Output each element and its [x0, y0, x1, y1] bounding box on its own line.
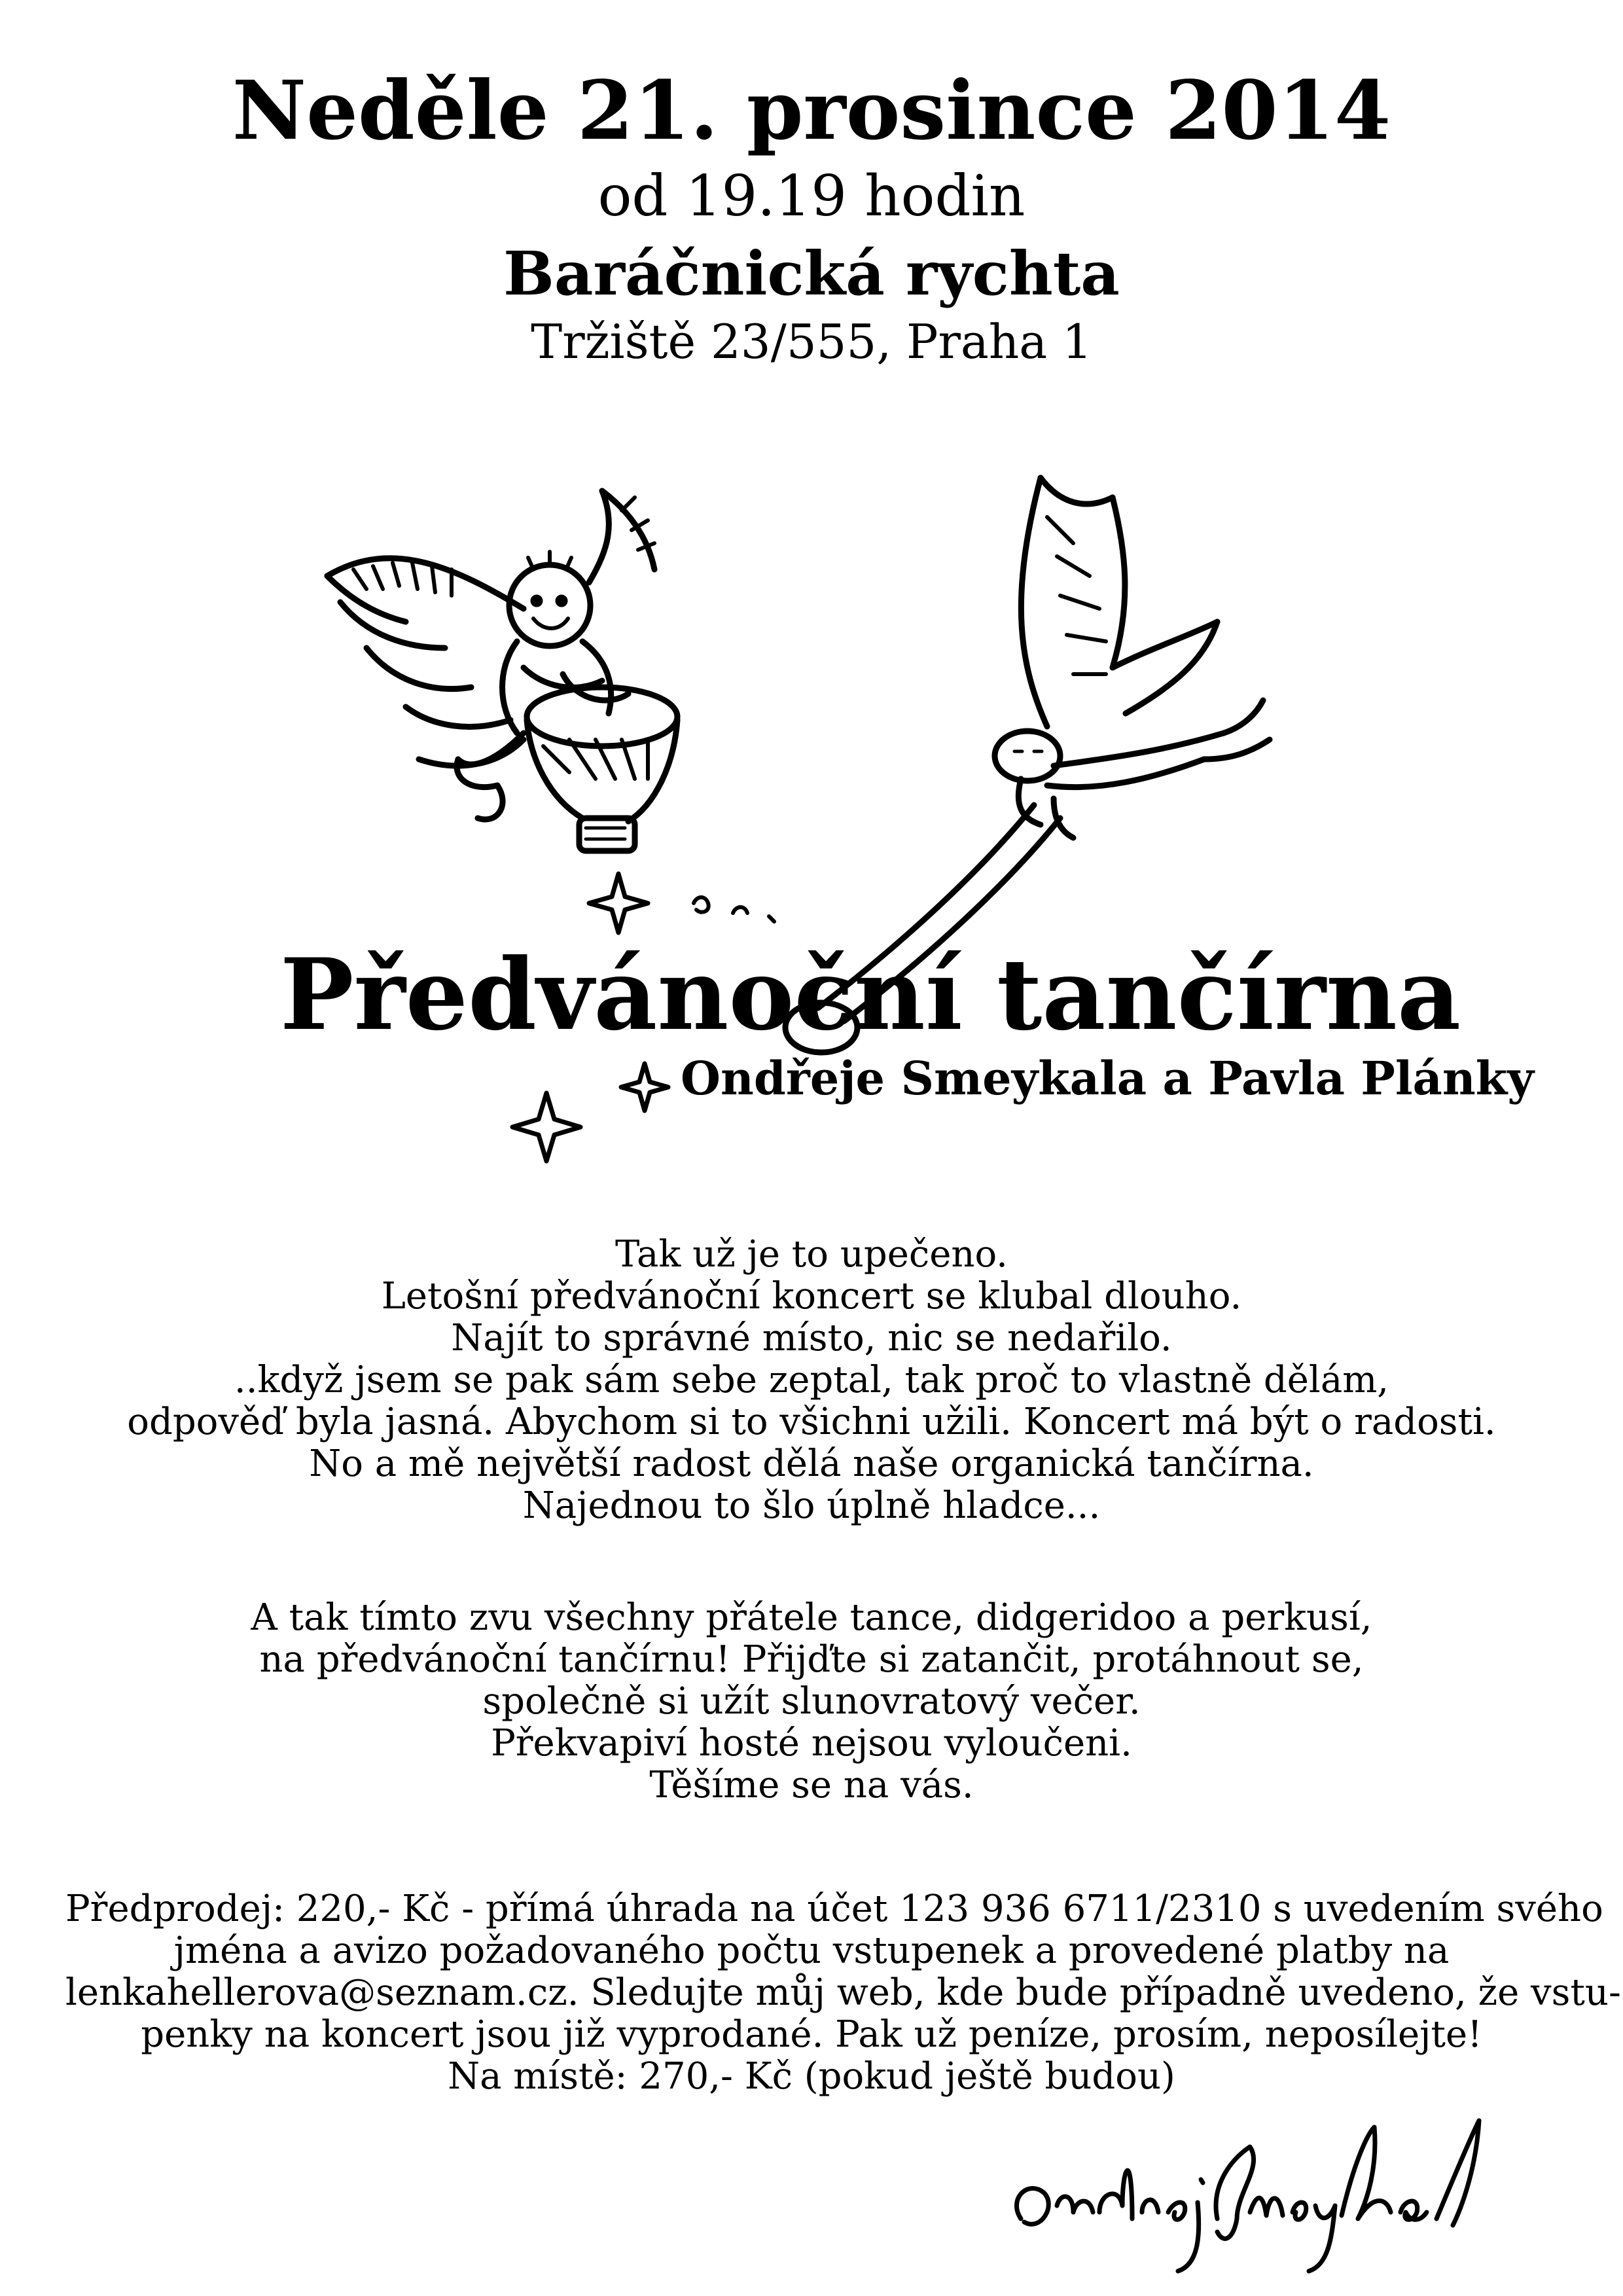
handwritten-signature [1001, 2108, 1551, 2278]
event-time: od 19.19 hodin [597, 164, 1026, 229]
paragraph-line: penky na koncert jsou již vyprodané. Pak už peníze, prosím, neposílejte! [141, 2013, 1482, 2056]
event-subtitle: Ondřeje Smeykala a Pavla Plánky [681, 1051, 1534, 1105]
paragraph-line: na předvánoční tančírnu! Přijďte si zatančit, protáhnout se, [259, 1638, 1364, 1681]
paragraph-line: Tak už je to upečeno. [615, 1233, 1008, 1276]
paragraph-line: Překvapiví hosté nejsou vyloučeni. [491, 1722, 1132, 1765]
drum-angel-figure [327, 491, 677, 851]
event-address: Tržiště 23/555, Praha 1 [531, 314, 1092, 369]
invitation-paragraph-2 [65, 1597, 1558, 1806]
paragraph-line: Najednou to šlo úplně hladce... [522, 1484, 1101, 1527]
paragraph-line: jména a avizo požadovaného počtu vstupenek a provedené platby na [173, 1929, 1450, 1972]
paragraph-line: ..když jsem se pak sám sebe zeptal, tak proč to vlastně dělám, [234, 1359, 1389, 1401]
paragraph-line: lenkahellerova@seznam.cz. Sledujte můj web, kde bude případně uvedeno, že vstu- [65, 1971, 1621, 2014]
event-title: Předvánoční tančírna [279, 937, 1461, 1052]
paragraph-line: Letošní předvánoční koncert se klubal dlouho. [381, 1275, 1242, 1318]
paragraph-line: Předprodej: 220,- Kč - přímá úhrada na účet 123 936 6711/2310 s uvedením svého [65, 1888, 1603, 1930]
paragraph-line: společně si užít slunovratový večer. [482, 1680, 1141, 1723]
paragraph-line: No a mě největší radost dělá naše organická tančírna. [309, 1443, 1314, 1485]
paragraph-line: Na místě: 270,- Kč (pokud ještě budou) [448, 2055, 1175, 2098]
event-date: Neděle 21. prosince 2014 [232, 63, 1391, 158]
paragraph-line: A tak tímto zvu všechny přátele tance, didgeridoo a perkusí, [251, 1596, 1372, 1639]
ticket-info-paragraph [65, 1888, 1621, 2098]
paragraph-line: odpověď byla jasná. Abychom si to všichni užili. Koncert má být o radosti. [127, 1401, 1496, 1443]
paragraph-line: Najít to správné místo, nic se nedařilo. [451, 1317, 1172, 1359]
event-venue: Baráčnická rychta [503, 238, 1120, 309]
invitation-paragraph-1 [65, 1234, 1558, 1527]
paragraph-line: Těšíme se na vás. [649, 1764, 974, 1806]
